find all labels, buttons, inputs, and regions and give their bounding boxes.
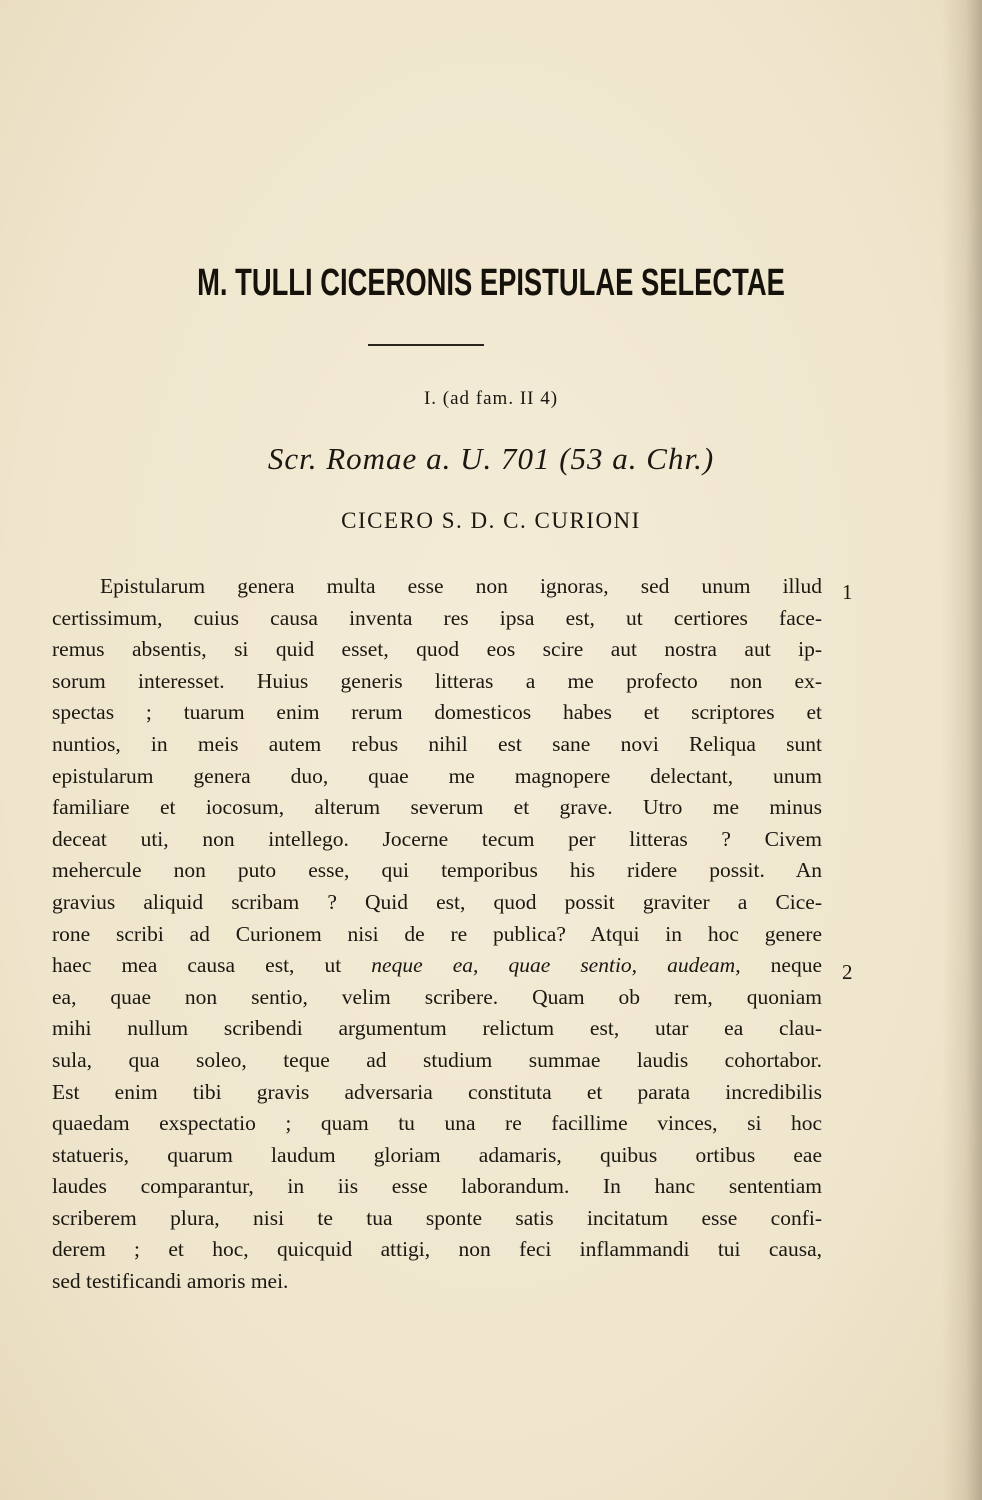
dateline: Scr. Romae a. U. 701 (53 a. Chr.) (267, 441, 715, 476)
body-line: familiare et iocosum, alterum severum et grave. Utro me minus (52, 795, 822, 820)
body-line: sorum interesset. Huius generis litteras a me profecto non ex- (52, 668, 822, 693)
salutation: CICERO S. D. C. CURIONI (341, 508, 641, 533)
body-line: spectas ; tuarum enim rerum domesticos habes et scriptores et (52, 700, 822, 725)
body-line: certissimum, cuius causa inventa res ipsa est, ut certiores face- (52, 605, 822, 630)
body-line: rone scribi ad Curionem nisi de re publica? Atqui in hoc genere (52, 921, 822, 946)
body-line: remus absentis, si quid esset, quod eos scire aut nostra aut ip- (52, 637, 822, 662)
body-line: Epistularum genera multa esse non ignoras, sed unum illud (100, 574, 822, 598)
body-line-with-emphasis (52, 950, 822, 982)
body-line: scriberem plura, nisi te tua sponte satis incitatum esse confi- (52, 1205, 822, 1230)
body-line: statueris, quarum laudum gloriam adamaris, quibus ortibus eae (52, 1142, 822, 1167)
body-line: sed testificandi amoris mei. (52, 1269, 289, 1294)
letter-number: I. (ad fam. II 4) (423, 388, 559, 409)
body-line-end: neque (770, 953, 822, 978)
emphasized-phrase: neque ea, quae sentio, audeam, (371, 953, 741, 978)
title-rule (368, 344, 484, 346)
body-line: sula, qua soleo, teque ad studium summae laudis cohortabor. (52, 1047, 822, 1072)
page-gutter-shadow (942, 0, 982, 1500)
body-line: quaedam exspectatio ; quam tu una re facillime vinces, si hoc (52, 1111, 822, 1136)
book-title: M. TULLI CICERONIS EPISTULAE SELECTAE (197, 262, 785, 304)
section-number: 1 (842, 580, 853, 604)
body-line: mihi nullum scribendi argumentum relictum est, utar ea clau- (52, 1016, 822, 1041)
letter-body (52, 571, 822, 1298)
body-line: epistularum genera duo, quae me magnopere delectant, unum (52, 763, 822, 788)
body-line: gravius aliquid scribam ? Quid est, quod possit graviter a Cice- (52, 889, 822, 914)
body-line: deceat uti, non intellego. Jocerne tecum per litteras ? Civem (52, 826, 822, 851)
body-line: laudes comparantur, in iis esse laborandum. In hanc sententiam (52, 1174, 822, 1199)
section-number: 2 (842, 960, 853, 984)
body-line-start: haec mea causa est, ut (52, 953, 342, 978)
body-line: Est enim tibi gravis adversaria constituta et parata incredibilis (52, 1079, 822, 1104)
body-line: mehercule non puto esse, qui temporibus his ridere possit. An (52, 858, 822, 883)
body-line: ea, quae non sentio, velim scribere. Quam ob rem, quoniam (52, 984, 822, 1009)
body-line: nuntios, in meis autem rebus nihil est sane novi Reliqua sunt (52, 731, 822, 756)
body-line: derem ; et hoc, quicquid attigi, non feci inflammandi tui causa, (52, 1237, 822, 1262)
